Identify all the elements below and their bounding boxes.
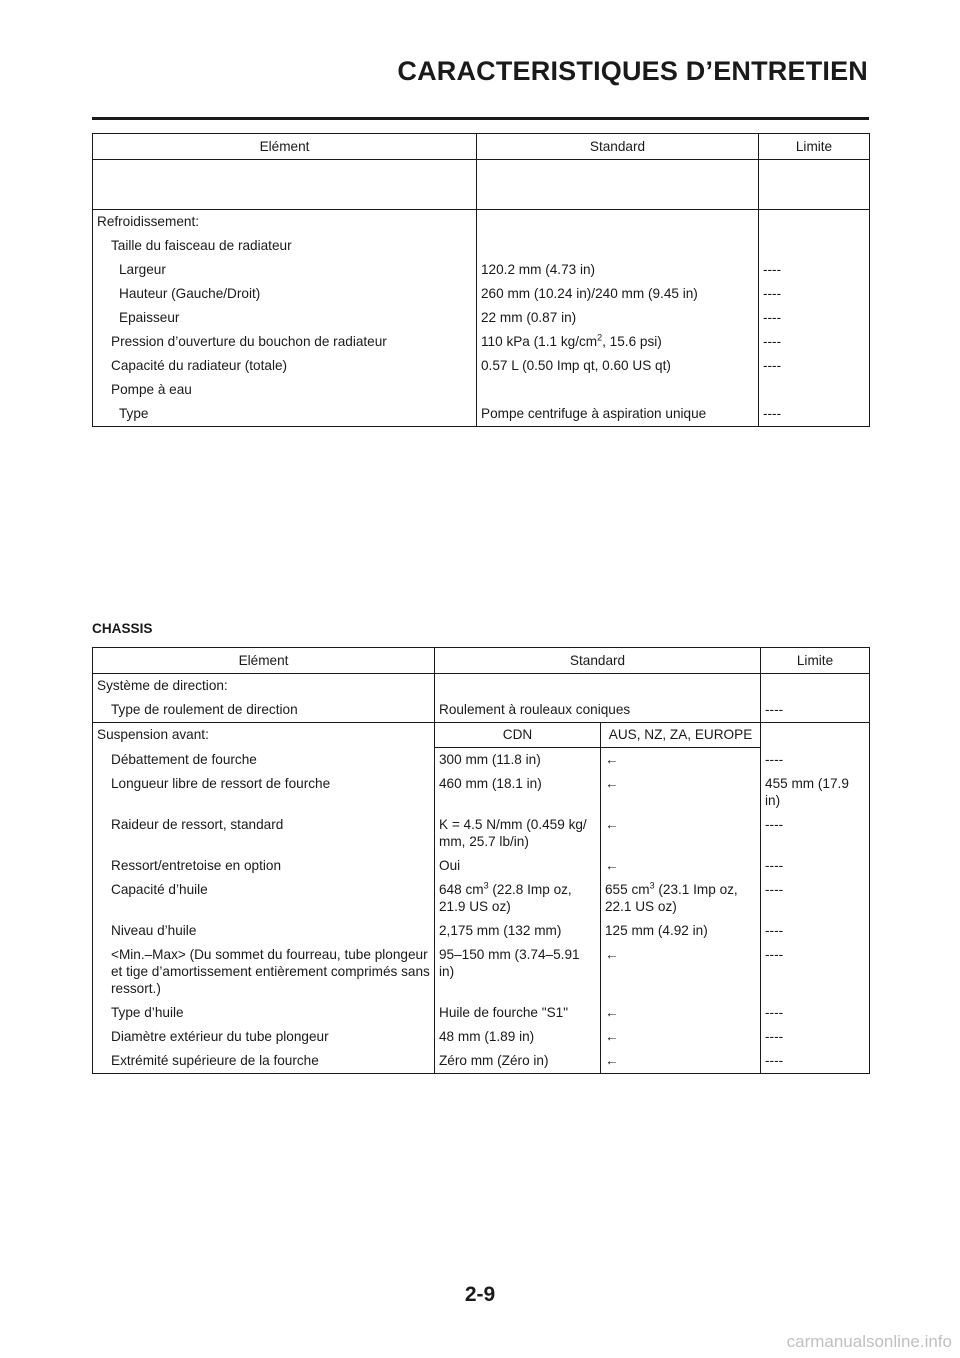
standard-cell (477, 167, 759, 174)
item-cell: Raideur de ressort, standard (93, 813, 435, 854)
maintenance-specs-table-engine (92, 133, 870, 427)
table-row (93, 210, 870, 235)
column-header-standard: Standard (435, 648, 761, 674)
item-cell: Type d’huile (93, 1001, 435, 1025)
cdn-cell: Zéro mm (Zéro in) (435, 1049, 601, 1074)
limit-cell: ---- (761, 748, 870, 773)
section-heading-chassis: CHASSIS (92, 621, 153, 636)
table-row (93, 378, 870, 402)
group-label-cooling: Refroidissement: (93, 210, 477, 235)
table-row (93, 258, 870, 282)
table-row (93, 174, 870, 181)
cdn-cell: K = 4.5 N/mm (0.459 kg/ mm, 25.7 lb/in) (435, 813, 601, 854)
standard-cell: 110 kPa (1.1 $kg/cm^2$, 15.6 psi) (477, 330, 759, 354)
table-row (93, 234, 870, 258)
same-as-cdn-arrow: ← (601, 813, 761, 854)
standard-cell (477, 174, 759, 181)
item-cell: <Min.–Max> (Du sommet du fourreau, tube plongeur et tige d’amortissement entièrement comprimés sans ressort.) (93, 943, 435, 1001)
same-as-cdn-arrow: ← (601, 943, 761, 1001)
item-cell: Extrémité supérieure de la fourche (93, 1049, 435, 1074)
standard-cell (477, 202, 759, 210)
same-as-cdn-arrow: ← (601, 1049, 761, 1074)
standard-cell: 22 mm (0.87 in) (477, 306, 759, 330)
page-title: CARACTERISTIQUES D’ENTRETIEN (397, 56, 868, 86)
standard-cell: 120.2 mm (4.73 in) (477, 258, 759, 282)
item-cell: Capacité du radiateur (totale) (93, 354, 477, 378)
table-row (93, 188, 870, 195)
limit-cell: ---- (759, 354, 870, 378)
table-row (93, 723, 870, 748)
group-label-lubrication (93, 160, 477, 168)
item-cell (93, 195, 477, 202)
page-number: 2-9 (464, 1283, 496, 1306)
item-cell (93, 188, 477, 195)
table-row (93, 306, 870, 330)
table-row (93, 354, 870, 378)
table-row (93, 181, 870, 188)
aus-cell: 655 $cm^3$ (23.1 Imp oz, 22.1 US oz) (601, 878, 761, 919)
limit-cell: ---- (761, 1025, 870, 1049)
limit-cell: ---- (761, 854, 870, 878)
limit-cell: ---- (761, 1049, 870, 1074)
limit-cell (759, 174, 870, 181)
limit-cell: ---- (761, 1001, 870, 1025)
aus-cell: 125 mm (4.92 in) (601, 919, 761, 943)
cdn-cell: 2,175 mm (132 mm) (435, 919, 601, 943)
limit-cell: ---- (761, 919, 870, 943)
item-cell: Type de roulement de direction (93, 698, 435, 723)
table-row (93, 330, 870, 354)
item-cell: Largeur (93, 258, 477, 282)
table-row (93, 282, 870, 306)
item-cell: Pression d’ouverture du bouchon de radiateur (93, 330, 477, 354)
same-as-cdn-arrow: ← (601, 854, 761, 878)
column-header-element: Elément (93, 648, 435, 674)
standard-cell: 0.57 L (0.50 Imp qt, 0.60 US qt) (477, 354, 759, 378)
same-as-cdn-arrow: ← (601, 1001, 761, 1025)
item-cell: Débattement de fourche (93, 748, 435, 773)
watermark-link[interactable]: carmanualsonline.info (786, 1332, 952, 1351)
limit-cell: ---- (759, 330, 870, 354)
limit-cell (759, 188, 870, 195)
cdn-cell: Oui (435, 854, 601, 878)
limit-cell (759, 167, 870, 174)
item-cell: Hauteur (Gauche/Droit) (93, 282, 477, 306)
subheader-cdn: CDN (435, 723, 601, 748)
group-label-front-suspension: Suspension avant: (93, 723, 435, 748)
limit-cell (759, 202, 870, 210)
standard-cell: 260 mm (10.24 in)/240 mm (9.45 in) (477, 282, 759, 306)
column-header-limit: Limite (759, 134, 870, 160)
limit-cell: ---- (761, 943, 870, 1001)
limit-cell (759, 181, 870, 188)
limit-cell: ---- (759, 402, 870, 427)
column-header-standard: Standard (477, 134, 759, 160)
table-row (93, 167, 870, 174)
same-as-cdn-arrow: ← (601, 748, 761, 773)
table-header-row (93, 134, 870, 160)
item-cell (93, 174, 477, 181)
item-cell (93, 181, 477, 188)
table-header-row (93, 648, 870, 674)
standard-cell: Roulement à rouleaux coniques (435, 698, 761, 723)
table-row (93, 1001, 870, 1025)
table-row (93, 943, 870, 1001)
table-row (93, 1025, 870, 1049)
table-row (93, 748, 870, 773)
limit-cell: ---- (759, 306, 870, 330)
table-row (93, 813, 870, 854)
cdn-cell: 648 $cm^3$ (22.8 Imp oz, 21.9 US oz) (435, 878, 601, 919)
table-row (93, 772, 870, 813)
table-row (93, 195, 870, 202)
subgroup-label: Pompe à eau (93, 378, 477, 402)
item-cell (93, 202, 477, 210)
cdn-cell: 300 mm (11.8 in) (435, 748, 601, 773)
item-cell: Epaisseur (93, 306, 477, 330)
item-cell: Type (93, 402, 477, 427)
limit-cell: ---- (759, 282, 870, 306)
standard-cell (477, 195, 759, 202)
title-divider (92, 117, 869, 120)
table-row (93, 1049, 870, 1074)
limit-cell: ---- (761, 813, 870, 854)
item-cell: Longueur libre de ressort de fourche (93, 772, 435, 813)
subheader-aus-nz-za-europe: AUS, NZ, ZA, EUROPE (601, 723, 761, 748)
limit-cell (759, 195, 870, 202)
same-as-cdn-arrow: ← (601, 1025, 761, 1049)
standard-cell: Pompe centrifuge à aspiration unique (477, 402, 759, 427)
table-row (93, 202, 870, 210)
table-row (93, 854, 870, 878)
limit-cell: 455 mm (17.9 in) (761, 772, 870, 813)
table-row (93, 160, 870, 168)
item-cell: Capacité d’huile (93, 878, 435, 919)
limit-cell: ---- (759, 258, 870, 282)
table-row (93, 698, 870, 723)
item-cell: Ressort/entretoise en option (93, 854, 435, 878)
item-cell: Niveau d’huile (93, 919, 435, 943)
standard-cell (477, 181, 759, 188)
maintenance-specs-table-chassis (92, 647, 870, 1074)
table-row (93, 919, 870, 943)
same-as-cdn-arrow: ← (601, 772, 761, 813)
standard-cell (477, 188, 759, 195)
item-cell: Diamètre extérieur du tube plongeur (93, 1025, 435, 1049)
cdn-cell: 48 mm (1.89 in) (435, 1025, 601, 1049)
group-label-steering: Système de direction: (93, 674, 435, 699)
table-row (93, 878, 870, 919)
subgroup-label: Taille du faisceau de radiateur (93, 234, 477, 258)
cdn-cell: 460 mm (18.1 in) (435, 772, 601, 813)
cdn-cell: Huile de fourche "S1" (435, 1001, 601, 1025)
item-cell (93, 167, 477, 174)
table-row (93, 402, 870, 427)
limit-cell: ---- (761, 698, 870, 723)
column-header-element: Elément (93, 134, 477, 160)
table-row (93, 674, 870, 699)
column-header-limit: Limite (761, 648, 870, 674)
cdn-cell: 95–150 mm (3.74–5.91 in) (435, 943, 601, 1001)
limit-cell: ---- (761, 878, 870, 919)
